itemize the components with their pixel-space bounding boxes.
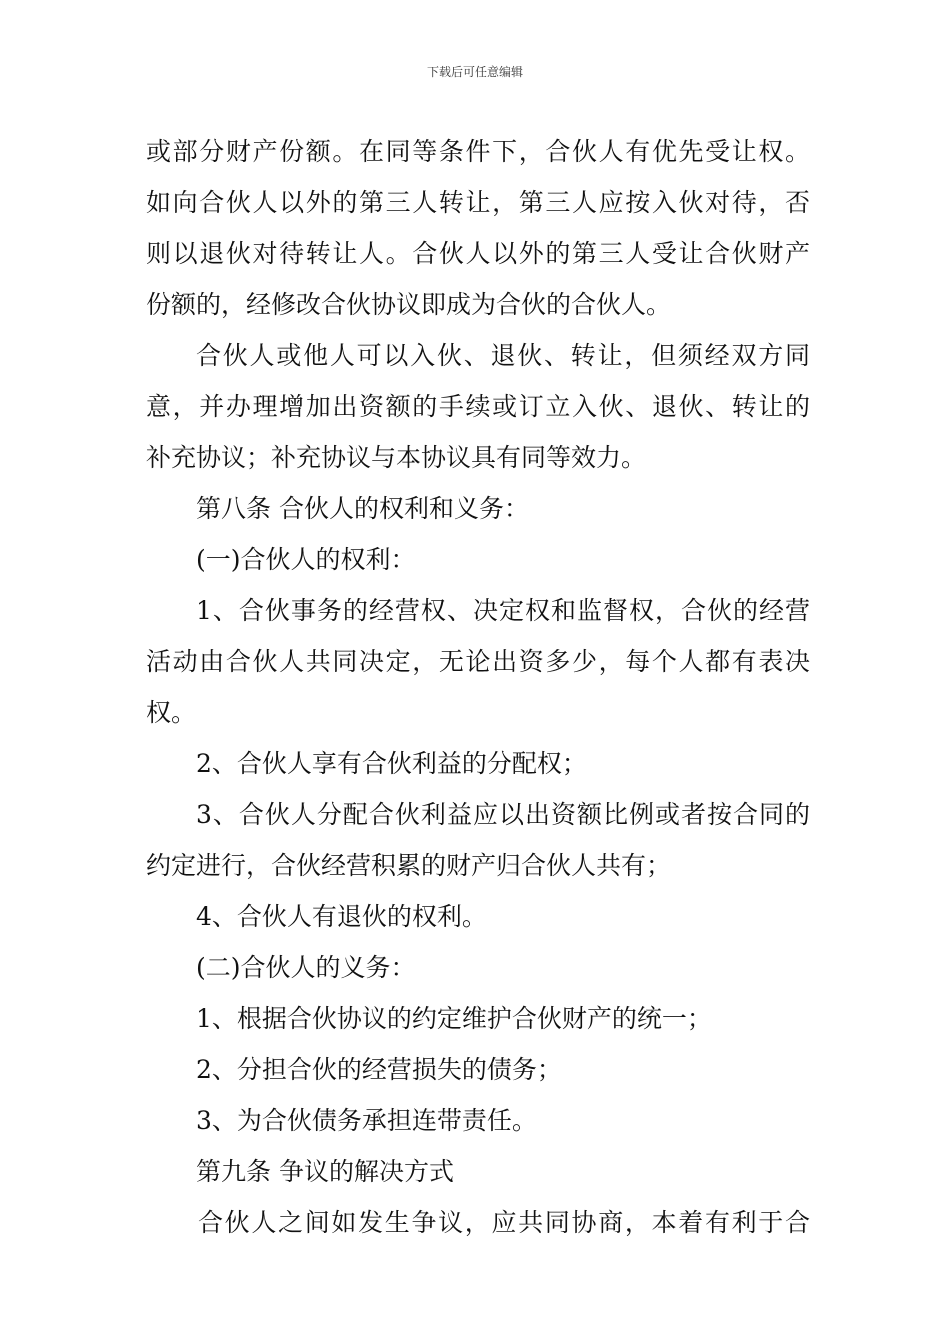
paragraph-start-line: 合伙人或他人可以入伙、退伙、转让，但须经双方同 bbox=[196, 341, 810, 370]
text-line: 约定进行，合伙经营积累的财产归合伙人共有； bbox=[146, 851, 672, 880]
list-item: 3、合伙人分配合伙利益应以出资额比例或者按合同的 bbox=[196, 800, 810, 829]
list-item: 2、分担合伙的经营损失的债务； bbox=[196, 1055, 562, 1084]
text-line: 活动由合伙人共同决定，无论出资多少，每个人都有表决 bbox=[146, 647, 810, 676]
paragraph-start-line: 合伙人之间如发生争议，应共同协商，本着有利于合 bbox=[198, 1208, 810, 1237]
list-item: 4、合伙人有退伙的权利。 bbox=[196, 902, 487, 931]
list-item: 2、合伙人享有合伙利益的分配权； bbox=[196, 749, 587, 778]
text-line: 补充协议；补充协议与本协议具有同等效力。 bbox=[146, 443, 647, 472]
text-line: 如向合伙人以外的第三人转让，第三人应按入伙对待，否 bbox=[146, 188, 810, 217]
article-heading: 第九条 争议的解决方式 bbox=[196, 1157, 454, 1186]
list-item: 1、根据合伙协议的约定维护合伙财产的统一； bbox=[196, 1004, 712, 1033]
article-heading: 第八条 合伙人的权利和义务： bbox=[196, 494, 529, 523]
section-heading: (二)合伙人的义务： bbox=[196, 953, 416, 982]
text-line: 意，并办理增加出资额的手续或订立入伙、退伙、转让的 bbox=[146, 392, 810, 421]
text-line: 或部分财产份额。在同等条件下，合伙人有优先受让权。 bbox=[146, 137, 810, 166]
section-heading: (一)合伙人的权利： bbox=[196, 545, 416, 574]
text-line: 份额的，经修改合伙协议即成为合伙的合伙人。 bbox=[146, 290, 672, 319]
list-item: 3、为合伙债务承担连带责任。 bbox=[196, 1106, 537, 1135]
text-line: 权。 bbox=[146, 698, 197, 727]
list-item: 1、合伙事务的经营权、决定权和监督权，合伙的经营 bbox=[196, 596, 810, 625]
document-body bbox=[146, 126, 810, 1248]
text-line: 则以退伙对待转让人。合伙人以外的第三人受让合伙财产 bbox=[146, 239, 810, 268]
page-header: 下载后可任意编辑 bbox=[426, 65, 523, 79]
